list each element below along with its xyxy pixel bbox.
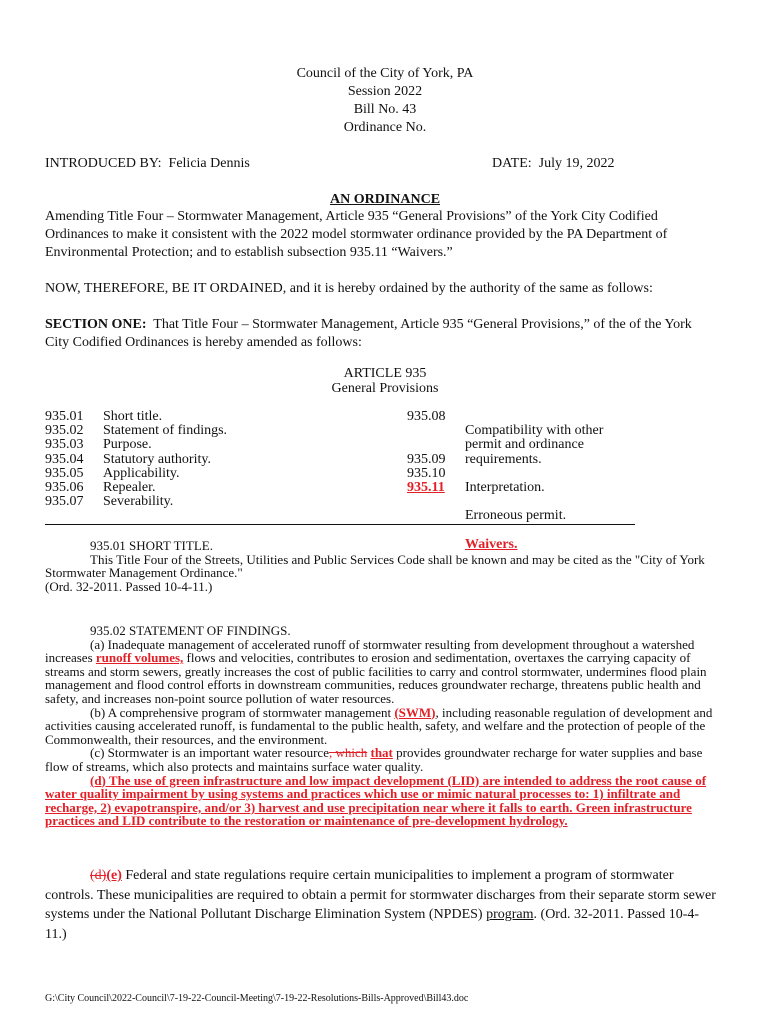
finding-a [45,638,721,706]
program-word: program [486,907,534,922]
toc-left-labels [103,410,227,509]
finding-d-new: (d) The use of green infrastructure and low impact development (LID) are intended to address the root cause of water quality impairment by using systems and practices which use or mimic natural processes to: 1) infiltrate and recharge, 2) evapotranspire, and/or 3) harvest and use precipitation near where it falls to earth. Green infrastructure practices and LID contribute to the restoration or maintenance of pre-development hydrology. [45,772,707,829]
toc-num: 935.06 [45,480,84,496]
introduced-by-label: INTRODUCED BY: [45,156,162,171]
toc-left-numbers [45,410,84,509]
finding-b-text-2: , including reasonable regulation of development and activities causing accelerated runoff, is fundamental to the public health, safety, and welfare and the protection of people of the Commonwealth, their resources, and the environment. [45,704,713,747]
section-heading: 935.02 STATEMENT OF FINDINGS. [90,623,291,638]
toc-label: Severability. [103,494,174,510]
toc-label: Statutory authority. [103,451,211,467]
introduced-by-name: Felicia Dennis [168,156,250,171]
horizontal-rule [45,524,635,525]
toc-num: 935.07 [45,494,84,510]
toc-num: 935.10 [407,465,446,481]
toc-num: 935.05 [45,465,84,481]
section-935-02 [45,624,721,828]
toc-label: Applicability. [103,465,180,481]
toc-label-new: Waivers. [465,536,518,552]
toc-label: Interpretation. [465,480,545,496]
introduced-by [45,156,250,172]
toc-num: 935.03 [45,437,84,453]
finding-e-citation: . (Ord. 32-2011. Passed 10-4-11.) [45,907,700,942]
insertion-that: that [370,745,393,761]
toc-label: Purpose. [103,437,152,453]
now-therefore-paragraph: NOW, THEREFORE, BE IT ORDAINED, and it is hereby ordained by the authority of the same as follows: [45,281,653,296]
deletion-d: (d) [90,868,107,883]
header-session: Session 2022 [347,84,423,99]
toc-label: Statement of findings. [103,423,228,439]
toc-num: 935.02 [45,423,84,439]
date-value: July 19, 2022 [538,156,615,171]
article-subtitle: General Provisions [331,381,439,396]
finding-c [45,746,721,773]
insertion-runoff-volumes: runoff volumes, [95,650,184,666]
date-label: DATE: [492,156,532,171]
toc-label: Compatibility with other permit and ordinance requirements. [465,423,604,467]
toc-num: 935.08 [407,409,446,424]
section-one-text: That Title Four – Stormwater Management, Article 935 “General Provisions,” of the of the York City Codified Ordinances is hereby amended as follows: [45,317,692,350]
section-heading: 935.01 SHORT TITLE. [90,538,213,553]
section-text [45,553,721,580]
finding-b-text: (b) A comprehensive program of stormwater management [90,704,395,720]
section-one-paragraph [45,316,717,352]
finding-b [45,706,721,747]
toc-spacer [407,438,446,452]
finding-a-text-2: flows and velocities, contributes to erosion and sedimentation, overtaxes the carrying capacity of streams and storm sewers, greatly increases the cost of public facilities to carry and control stormwater, undermines flood plain management and flood control efforts in downstream communities, reduces groundwater recharge, threatens public health and safety, and increases non-point source pollution of water resources. [45,650,707,706]
short-title-text: This Title Four of the Streets, Utilities and Public Services Code shall be known and may be cited as the "City of York Stormwater Management Ordinance." [45,551,705,581]
toc-label: Short title. [103,409,163,424]
finding-e-text: Federal and state regulations require certain municipalities to implement a program of stormwater controls. These municipalities are required to obtain a permit for stormwater discharges from their separate storm sewer systems under the National Pollutant Discharge Elimination System (NPDES) [45,868,716,922]
header-council: Council of the City of York, PA [296,66,474,81]
toc-num: 935.01 [45,409,84,424]
toc-spacer [407,424,446,438]
section-citation: (Ord. 32-2011. Passed 10-4-11.) [45,578,213,594]
deletion-which: , which [328,745,368,761]
finding-e [45,866,717,944]
ordinance-title: AN ORDINANCE [329,192,441,207]
finding-c-text: (c) Stormwater is an important water resource [90,745,329,761]
insertion-swm: (SWM) [394,704,436,720]
header-bill-number: Bill No. 43 [353,102,417,117]
toc-label: Repealer. [103,480,156,496]
date-line [492,156,615,172]
toc-num-new: 935.11 [407,479,445,495]
header-ordinance-number: Ordinance No. [343,120,427,135]
finding-a-text: (a) Inadequate management of accelerated runoff of stormwater resulting from development throughout a watershed increases [45,636,695,666]
toc-right-numbers [407,410,446,495]
article-title: ARTICLE 935 [343,366,427,381]
footer-file-path: G:\City Council\2022-Council\7-19-22-Council-Meeting\7-19-22-Resolutions-Bills-Approved\Bill43.doc [45,993,469,1004]
finding-c-text-2: provides groundwater recharge for water supplies and base flow of streams, which also protects and maintains surface water quality. [45,745,703,774]
toc-label: Erroneous permit. [465,508,567,524]
insertion-e: (e) [106,868,122,883]
toc-num: 935.04 [45,451,84,467]
section-one-label: SECTION ONE: [45,317,147,332]
section-935-01 [45,536,721,594]
amending-paragraph: Amending Title Four – Stormwater Management, Article 935 “General Provisions” of the York City Codified Ordinances to make it consistent with the 2022 model stormwater ordinance provided by the PA Department of Environmental Protection; and to establish subsection 935.11 “Waivers.” [45,209,668,260]
toc-num: 935.09 [407,451,446,467]
